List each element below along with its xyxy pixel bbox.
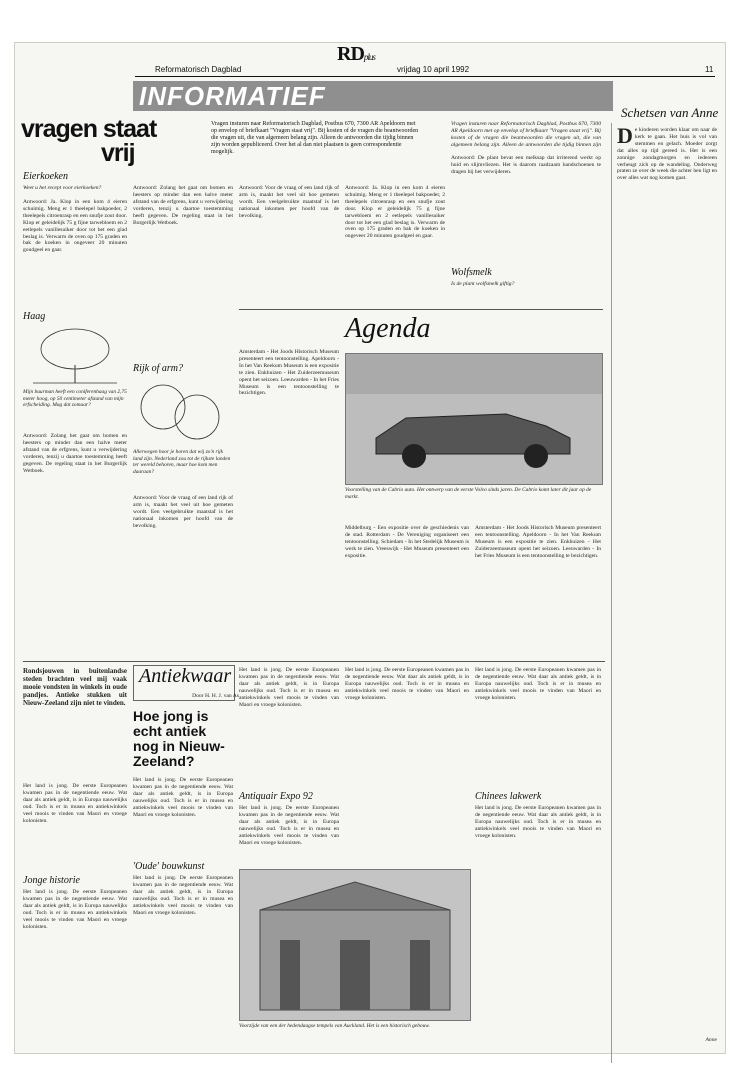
antiekwaar-col4: Het land is jong. De eerste Europeanen kwamen pas in de negentiende eeuw. Wat daar als antiek geldt, is in Europa nauwelijks oud. Toch is er in musea en antiekwinkels veel moois te vinden van Maori en vroege kolonisten. [345, 667, 469, 701]
q3-continued: Antwoord: Voor de vraag of een land rijk of arm is, maakt het veel uit hoe gemeten wordt. Een veelgebruikte maatstaf is het nationaal inkomen per hoofd van de bevolking. [239, 185, 339, 219]
antiekwaar-col2: Het land is jong. De eerste Europeanen kwamen pas in de negentiende eeuw. Wat daar als antiek geldt, is in Europa nauwelijks oud. Toch is er in musea en antiekwinkels veel moois te vinden van Maori en vroege kolonisten. [133, 777, 233, 818]
antiekwaar-col2b: Het land is jong. De eerste Europeanen kwamen pas in de negentiende eeuw. Wat daar als antiek geldt, is in Europa nauwelijks oud. Toch is er in musea en antiekwinkels veel moois te vinden van Maori en vroege kolonisten. [133, 875, 233, 916]
schetsen-text: e kinderen worden klaar om naar de kerk te gaan. Het huis is vol van stemmen en gelach. Moeder zorgt dat alles op tijd gereed is. Het is een zonnige zondagmorgen en iedereen verheugt zich op de wandeling. Onderweg praten ze over de week die achter hen ligt en over alles wat nog komen gaat. [617, 127, 717, 182]
q3-caption: Allerwegen hoor je horen dat wij zo'n rijk land zijn. Nederland zou tot de rijkste landen ter wereld behoren, maar hoe kom men daaraan? [133, 449, 231, 475]
tree-illustration [23, 325, 127, 385]
antiekwaar-rule [23, 661, 605, 662]
q1-answer: Antwoord: Ja. Klop in een kom 4 eieren schuimig. Meng er 1 theelepel bakpoeder, 2 theelepels citroenrasp en een snufje zout door. Klop er geleidelijk 75 g fijne tarwebloem en 2 eetlepels vanillesuiker door tot het een glad beslag is. Verwarm de oven op 175 graden en bak de koeken in ongeveer 20 minuten goudgeel en gaar. [23, 199, 127, 254]
schetsen-body [617, 127, 717, 1037]
q3-continued-2: Antwoord: Ja. Klop in een kom 4 eieren schuimig. Meng er 1 theelepel bakpoeder, 2 theelepels citroenrasp en een snufje zout door. Klop er geleidelijk 75 g fijne tarwebloem en 2 eetlepels vanillesuiker door tot het een glad beslag is. Verwarm de oven op 175 graden en bak de koeken in ongeveer 20 minuten goudgeel en gaar. [345, 185, 445, 240]
newspaper-page [14, 42, 726, 1054]
schetsen-rule [611, 123, 612, 1063]
q2-answer: Antwoord: Zolang het gaat om bomen en heesters op minder dan een halve meter afstand van de erfgrens, kunt u verwijdering vorderen, tenzij u daartoe toestemming heeft gegeven. De regeling staat in het Burgerlijk Wetboek. [23, 433, 127, 474]
agenda-rule [239, 309, 603, 310]
agenda-title: Agenda [345, 313, 431, 344]
logo-sub: plus [363, 52, 375, 62]
q4-question: Is de plant wolfsmelk giftig? [451, 281, 515, 287]
subhead-expo: Antiquair Expo 92 [239, 791, 313, 802]
q4-head: Wolfsmelk [451, 267, 492, 278]
agenda-body-2: Middelburg - Een expositie over de geschiedenis van de stad. Rotterdam - De Vereniging organiseert een tentoonstelling. Schiedam - In het Stedelijk Museum is werk te zien. Vreeswijk - Het Museum presenteert een expositie. [345, 525, 469, 559]
car-photo [345, 353, 603, 485]
paper-name: Reformatorisch Dagblad [155, 65, 242, 74]
vsv-intro: Vragen insturen naar Reformatorisch Dagblad, Postbus 670, 7300 AR Apeldoorn met op envelop of briefkaart "Vragen staat vrij". Bij kosten of de vragen die beantwoorden die vragen uit, die van algemeen belang zijn. Alleen de antwoorden die tijdig binnen zijn worden gepubliceerd. Over het al dan niet plaatsen is geen correspondentie mogelijk. [211, 121, 419, 155]
subhead-oude-bouwkunst: 'Oude' bouwkunst [133, 861, 205, 872]
temple-caption: Voorzijde van een der hedendaagse tempels van Auckland. Het is een historisch gebouw. [239, 1023, 430, 1029]
temple-photo [239, 869, 471, 1021]
schetsen-dropcap: D [617, 127, 633, 148]
antiekwaar-headline: Hoe jong is echt antiek nog in Nieuw-Zeeland? [133, 708, 225, 769]
issue-date: vrijdag 10 april 1992 [397, 65, 470, 74]
antiekwaar-title: Antiekwaar [139, 665, 232, 687]
vsv-title-2: vrij [101, 139, 135, 167]
car-caption: Voorstelling van de Cabrio auto. Het ontwerp van de eerste Volvo sinds jaren. De Cabrio komt later dit jaar op de markt. [345, 487, 592, 500]
q4-answer: Antwoord: De plant bevat een melksap dat irriterend werkt op huid en slijmvliezen. Het is daarom raadzaam handschoenen te dragen bij het verwijderen. [451, 155, 601, 175]
vsv-title-1: vragen staat [21, 115, 157, 143]
page-header [15, 43, 725, 77]
antiekwaar-col1b: Het land is jong. De eerste Europeanen kwamen pas in de negentiende eeuw. Wat daar als antiek geldt, is in Europa nauwelijks oud. Toch is er in musea en antiekwinkels veel moois te vinden van Maori en vroege kolonisten. [23, 889, 127, 930]
column-title: Schetsen van Anne [621, 105, 719, 120]
vsv-right-intro: Vragen insturen naar Reformatorisch Dagblad, Postbus 670, 7300 AR Apeldoorn met op envelop of briefkaart "Vragen staat vrij". Bij kosten of de vragen die beantwoorden die vragen uit, die van algemeen belang zijn. Alleen de antwoorden die tijdig binnen zijn [451, 121, 601, 148]
antiekwaar-lead: Rondsjouwen in buitenlandse steden brachten veel mij vaak mooie vondsten in winkels in oude pandjes. Antieke stukken uit Nieuw-Zeeland zijn niet te vinden. [23, 667, 127, 707]
q2-head: Haag [23, 311, 46, 322]
antiekwaar-col5: Het land is jong. De eerste Europeanen kwamen pas in de negentiende eeuw. Wat daar als antiek geldt, is in Europa nauwelijks oud. Toch is er in musea en antiekwinkels veel moois te vinden van Maori en vroege kolonisten. [475, 667, 601, 701]
q3-head: Rijk of arm? [133, 363, 183, 374]
header-rule [135, 76, 715, 77]
q1-continued: Antwoord: Zolang het gaat om bomen en heesters op minder dan een halve meter afstand van de erfgrens, kunt u verwijdering vorderen, tenzij u daartoe toestemming heeft gegeven. De regeling staat in het Burgerlijk Wetboek. [133, 185, 233, 226]
section-title: INFORMATIEF [133, 81, 613, 111]
schetsen-byline: Anne [705, 1037, 717, 1043]
agenda-body-3: Amsterdam - Het Joods Historisch Museum presenteert een tentoonstelling. Apeldoorn - In het Van Reekum Museum is een expositie te zien. Enkhuizen - Het Zuiderzeemuseum opent het seizoen. Leeuwarden - In het Fries Museum is een tentoonstelling te bezichtigen. [475, 525, 601, 559]
antiekwaar-col3b: Het land is jong. De eerste Europeanen kwamen pas in de negentiende eeuw. Wat daar als antiek geldt, is in Europa nauwelijks oud. Toch is er in musea en antiekwinkels veel moois te vinden van Maori en vroege kolonisten. [239, 805, 339, 846]
agenda-body: Amsterdam - Het Joods Historisch Museum presenteert een tentoonstelling. Apeldoorn - In het Van Reekum Museum is een expositie te zien. Enkhuizen - Het Zuiderzeemuseum opent het seizoen. Leeuwarden - In het Fries Museum is een tentoonstelling te bezichtigen. [239, 349, 339, 397]
q3-answer: Antwoord: Voor de vraag of een land rijk of arm is, maakt het veel uit hoe gemeten wordt. Een veelgebruikte maatstaf is het nationaal inkomen per hoofd van de bevolking. [133, 495, 233, 529]
logo-letters: RD [337, 43, 364, 65]
logo [337, 43, 375, 66]
subhead-jonge-historie: Jonge historie [23, 875, 80, 886]
page-number: 11 [705, 65, 714, 74]
q1-head: Eierkoeken [23, 171, 68, 182]
antiekwaar-col1: Het land is jong. De eerste Europeanen kwamen pas in de negentiende eeuw. Wat daar als antiek geldt, is in Europa nauwelijks oud. Toch is er in musea en antiekwinkels veel moois te vinden van Maori en vroege kolonisten. [23, 783, 127, 824]
subhead-chinees-lakwerk: Chinees lakwerk [475, 791, 542, 802]
vragen-staat-vrij-title [21, 117, 156, 165]
antiekwaar-byline: Door H. H. J. van As [192, 693, 239, 699]
coins-illustration [133, 377, 233, 445]
antiekwaar-col3: Het land is jong. De eerste Europeanen kwamen pas in de negentiende eeuw. Wat daar als antiek geldt, is in Europa nauwelijks oud. Toch is er in musea en antiekwinkels veel moois te vinden van Maori en vroege kolonisten. [239, 667, 339, 708]
q1-question: Weet u het recept voor eierkoeken? [23, 185, 102, 191]
antiekwaar-col5b: Het land is jong. De eerste Europeanen kwamen pas in de negentiende eeuw. Wat daar als antiek geldt, is in Europa nauwelijks oud. Toch is er in musea en antiekwinkels veel moois te vinden van Maori en vroege kolonisten. [475, 805, 601, 839]
q2-caption: Mijn buurman heeft een coniferenhaag van 2,75 meter hoog, op 50 centimeter afstand van mijn erfscheiding. Mag dat zomaar? [23, 389, 127, 409]
